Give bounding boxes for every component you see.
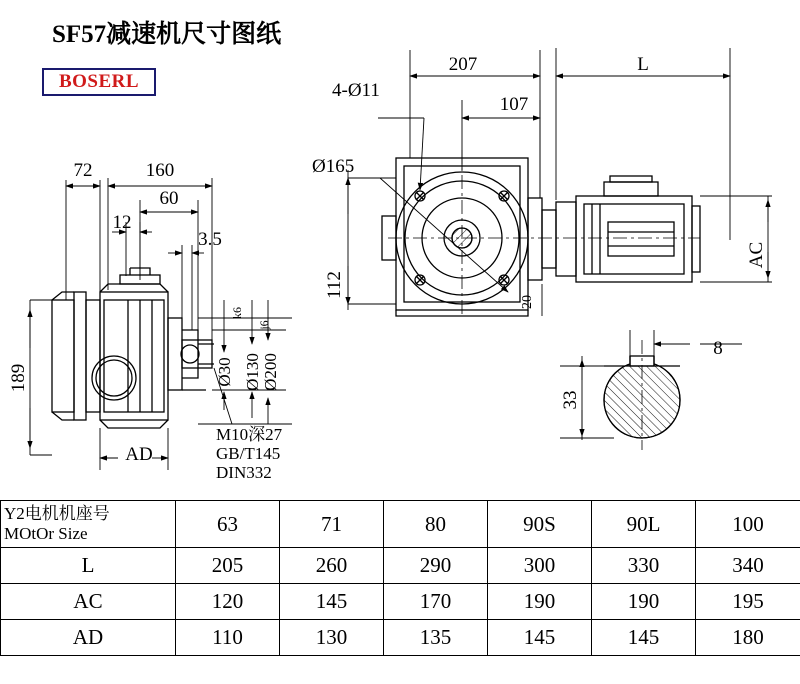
cell-AC-100: 195 — [696, 584, 800, 620]
cell-AC-80: 170 — [384, 584, 488, 620]
cell-L-90s: 300 — [488, 548, 592, 584]
dim-AC: AC — [746, 241, 767, 269]
table-header-row — [1, 501, 800, 548]
cell-L-63: 205 — [176, 548, 280, 584]
motor-size-90l: 90L — [592, 501, 696, 548]
table-row-AD — [1, 620, 800, 656]
motor-size-90s: 90S — [488, 501, 592, 548]
page-title: SF57减速机尺寸图纸 — [52, 21, 282, 48]
motor-size-80: 80 — [384, 501, 488, 548]
table-row-L — [1, 548, 800, 584]
dim-AD: AD — [125, 444, 153, 465]
dim-D30k6: Ø30 — [215, 357, 234, 387]
table-header-label-cn: Y2电机机座号 — [4, 504, 110, 524]
table-header-label-en: MOtOr Size — [4, 524, 88, 543]
dim-D200: Ø200 — [261, 353, 280, 391]
note-gbt145: GB/T145 — [216, 444, 281, 463]
cell-AD-63: 110 — [176, 620, 280, 656]
brand-logo-text: BOSERL — [58, 71, 140, 92]
shaft-end-detail — [604, 340, 680, 450]
dim-D30k6-tol: k6 — [230, 307, 244, 319]
cell-AD-71: 130 — [280, 620, 384, 656]
dim-8: 8 — [713, 338, 723, 359]
row-label-AC: AC — [1, 584, 176, 620]
motor-size-table — [0, 500, 800, 656]
motor-size-71: 71 — [280, 501, 384, 548]
dim-189: 189 — [8, 363, 29, 393]
cell-L-90l: 330 — [592, 548, 696, 584]
cell-L-71: 260 — [280, 548, 384, 584]
table-row-AC — [1, 584, 800, 620]
dim-3_5: 3.5 — [198, 229, 222, 250]
motor-size-63: 63 — [176, 501, 280, 548]
dim-60: 60 — [159, 188, 179, 209]
row-label-L: L — [1, 548, 176, 584]
dim-107: 107 — [499, 94, 529, 115]
cell-L-80: 290 — [384, 548, 488, 584]
cell-AC-90s: 190 — [488, 584, 592, 620]
row-label-AD: AD — [1, 620, 176, 656]
cell-AD-100: 180 — [696, 620, 800, 656]
dim-4xD11: 4-Ø11 — [332, 80, 380, 101]
motor-size-100: 100 — [696, 501, 800, 548]
cell-AC-71: 145 — [280, 584, 384, 620]
cell-L-100: 340 — [696, 548, 800, 584]
cell-AD-90l: 145 — [592, 620, 696, 656]
cell-AC-90l: 190 — [592, 584, 696, 620]
dim-72: 72 — [73, 160, 93, 181]
dim-33: 33 — [560, 390, 581, 410]
cell-AC-63: 120 — [176, 584, 280, 620]
table-header-label — [1, 501, 176, 548]
note-m10: M10深27 — [216, 425, 283, 444]
cell-AD-80: 135 — [384, 620, 488, 656]
note-din332: DIN332 — [216, 463, 272, 482]
dim-D130j6-tol: j6 — [257, 320, 271, 330]
left-side-view — [52, 268, 214, 428]
dim-D165: Ø165 — [312, 156, 355, 177]
dim-12: 12 — [112, 212, 132, 233]
dim-L: L — [637, 54, 649, 75]
dim-160: 160 — [145, 160, 175, 181]
dim-207: 207 — [448, 54, 478, 75]
dim-112: 112 — [324, 271, 345, 299]
cell-AD-90s: 145 — [488, 620, 592, 656]
main-assembly-view — [382, 150, 700, 318]
dim-D130j6: Ø130 — [243, 353, 262, 391]
dim-20: 20 — [520, 295, 535, 309]
